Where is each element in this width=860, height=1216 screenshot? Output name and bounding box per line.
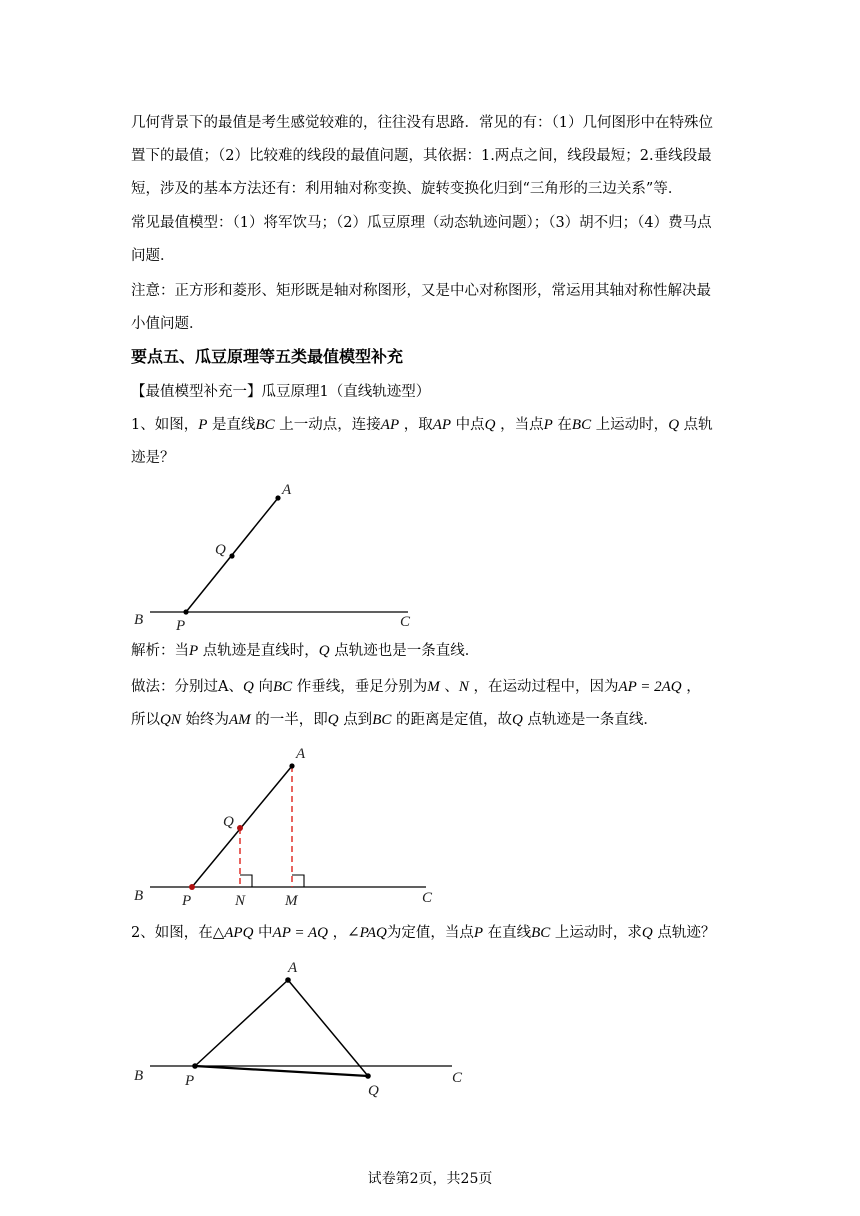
right-angle-m	[292, 875, 304, 887]
problem1-line-1: 1、如图，P 是直线BC 上一动点，连接AP ，取AP 中点Q ，当点P 在BC 上运动时，Q 点轨	[131, 417, 713, 433]
figure-2	[130, 740, 450, 910]
label-a: A	[296, 746, 306, 762]
figure-3	[130, 955, 470, 1105]
point-a	[275, 495, 280, 500]
analysis-line: 解析：当P 点轨迹是直线时，Q 点轨迹也是一条直线．	[131, 643, 480, 659]
figure-1	[130, 474, 430, 634]
label-c: C	[422, 890, 433, 906]
right-angle-n	[240, 875, 252, 887]
point-q	[237, 825, 243, 831]
segment-pq	[195, 1066, 368, 1076]
note-line-2: 小值问题．	[131, 316, 204, 332]
method-line-1: 做法：分别过A、Q 向BC 作垂线，垂足分别为M 、N ，在运动过程中，因为AP = 2AQ ，	[131, 679, 701, 695]
label-p: P	[176, 618, 186, 634]
note-line-1: 注意：正方形和菱形、矩形既是轴对称图形，又是中心对称图形，常运用其轴对称性解决最	[131, 283, 711, 299]
label-b: B	[134, 1068, 144, 1084]
problem2-line: 2、如图，在△APQ 中AP = AQ ，∠PAQ为定值，当点P 在直线BC 上运动时，求Q 点轨迹？	[131, 925, 716, 941]
triangle-apq	[195, 980, 368, 1076]
label-b: B	[134, 612, 144, 628]
label-q: Q	[215, 542, 226, 558]
label-a: A	[288, 960, 298, 976]
page-footer: 试卷第2页，共25页	[367, 1171, 493, 1187]
subsection-title: 【最值模型补充一】瓜豆原理1（直线轨迹型）	[131, 384, 431, 400]
point-a	[289, 763, 294, 768]
point-a	[285, 977, 291, 983]
label-c: C	[400, 614, 411, 630]
intro-line-2: 置下的最值；（2）比较难的线段的最值问题，其依据：1.两点之间，线段最短；2.垂线段最	[131, 148, 712, 164]
label-a: A	[282, 482, 292, 498]
label-b: B	[134, 888, 144, 904]
point-q	[365, 1073, 371, 1079]
intro-line-3: 短，涉及的基本方法还有：利用轴对称变换、旋转变换化归到“三角形的三边关系”等．	[131, 181, 683, 197]
label-m: M	[285, 893, 298, 909]
label-q: Q	[223, 814, 234, 830]
label-q: Q	[368, 1083, 379, 1099]
label-p: P	[182, 893, 192, 909]
problem1-line-2: 迹是？	[131, 450, 175, 466]
label-n: N	[235, 893, 246, 909]
section-heading: 要点五、瓜豆原理等五类最值模型补充	[131, 347, 404, 366]
method-line-2: 所以QN 始终为AM 的一半，即Q 点到BC 的距离是定值，故Q 点轨迹是一条直线．	[131, 712, 658, 728]
label-p: P	[185, 1073, 195, 1089]
point-q	[229, 553, 234, 558]
point-p	[189, 884, 195, 890]
models-line-1: 常见最值模型：（1）将军饮马；（2）瓜豆原理（动态轨迹问题）；（3）胡不归；（4）费马点	[131, 215, 712, 231]
label-c: C	[452, 1070, 463, 1086]
intro-line-1: 几何背景下的最值是考生感觉较难的，往往没有思路．常见的有：（1）几何图形中在特殊位	[131, 115, 713, 131]
point-p	[183, 609, 188, 614]
models-line-2: 问题．	[131, 248, 175, 264]
point-p	[192, 1063, 198, 1069]
